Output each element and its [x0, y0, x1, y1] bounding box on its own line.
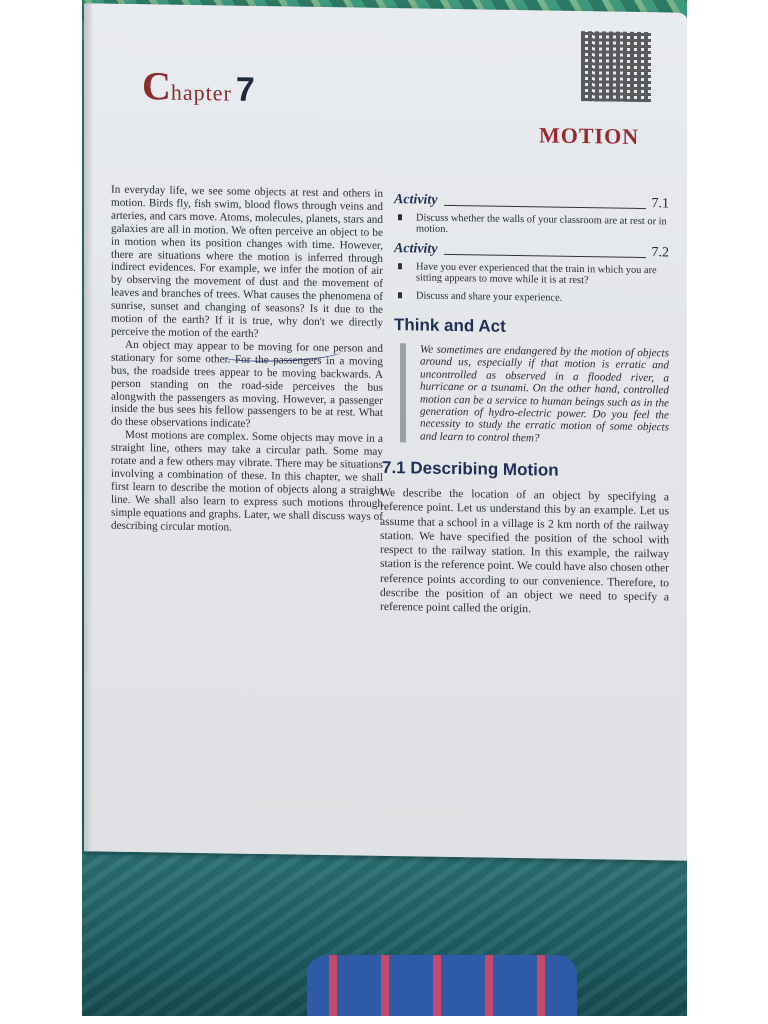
photo-background	[82, 0, 687, 1016]
activity-item: Have you ever experienced that the train in which you are sitting appears to move while it is at rest?	[416, 261, 669, 288]
qr-code-icon	[581, 31, 651, 102]
heading-rule	[444, 205, 646, 209]
activity-item: Discuss whether the walls of your classroom are at rest or in motion.	[416, 212, 669, 239]
paragraph: An object may appear to be moving for one person and stationary for some other. For the passengers in a moving bus, the roadside trees appear to be moving backwards. A person standing on the road-side perceives the bus alongwith the passengers as moving. However, a passenger inside the bus sees his fellow passengers to be at rest. What do these observations indicate?	[111, 338, 383, 431]
activity-item: Discuss and share your experience.	[416, 290, 669, 305]
chapter-heading	[142, 62, 255, 111]
activity-number: 7.1	[651, 196, 669, 212]
book-page	[84, 3, 687, 860]
activity-number: 7.2	[651, 244, 669, 261]
page-title: MOTION	[539, 122, 640, 149]
left-column	[111, 184, 383, 537]
section-heading: 7.1 Describing Motion	[382, 458, 559, 480]
paragraph: Most motions are complex. Some objects may move in a straight line, others may take a circular path. Some may rotate and a few others may vibrate. There may be situations involving a combination of these. In this chapter, we shall first learn to describe the motion of objects along a straight line. We shall also learn to express such motions through simple equations and graphs. Later, we shall discuss ways of describing circular motion.	[111, 429, 383, 534]
section-body: We describe the location of an object by specifying a reference point. Let us understand this by an example. Let us assume that a school in a village is 2 km north of the railway station. We have specified the position of the school with respect to the railway station. In this example, the railway station is the reference point. We could have also chosen other reference points according to our convenience. Therefore, to describe the position of an object we need to specify a reference point called the origin.	[380, 486, 669, 616]
right-column	[380, 188, 669, 618]
activity-box	[394, 192, 669, 239]
paragraph: In everyday life, we see some objects at rest and others in motion. Birds fly, fish swim, blood flows through veins and arteries, and cars move. Atoms, molecules, planets, stars and galaxies are all in motion. We often perceive an object to be in motion when its position changes with time. However, there are situations where the motion is inferred through indirect evidences. For example, we infer the motion of air by observing the movement of dust and the movement of leaves and branches of trees. What causes the phenomena of sunrise, sunset and changing of seasons? Is it due to the motion of the earth? If it is true, why don't we directly perceive the motion of the earth?	[111, 183, 383, 340]
heading-rule	[444, 254, 646, 258]
activity-box	[394, 241, 669, 306]
activity-label: Activity	[394, 240, 438, 257]
page-edge	[84, 3, 92, 851]
think-and-act-heading: Think and Act	[394, 315, 506, 336]
fabric-corner	[307, 955, 577, 1016]
activity-heading	[394, 241, 669, 261]
chapter-prefix-big: C	[142, 63, 171, 109]
chapter-number: 7	[235, 70, 255, 109]
chapter-prefix-rest: hapter	[170, 79, 232, 106]
think-and-act-body: We sometimes are endangered by the motion of objects around us, especially if that motion is erratic and uncontrolled as observed in a flooded river, a hurricane or a tsunami. On the other hand, controlled motion can be a service to human beings such as in the generation of hydro-electric power. Do you feel the necessity to study the erratic motion of some objects and learn to control them?	[400, 343, 669, 446]
activity-heading	[394, 192, 669, 212]
activity-label: Activity	[394, 192, 438, 208]
